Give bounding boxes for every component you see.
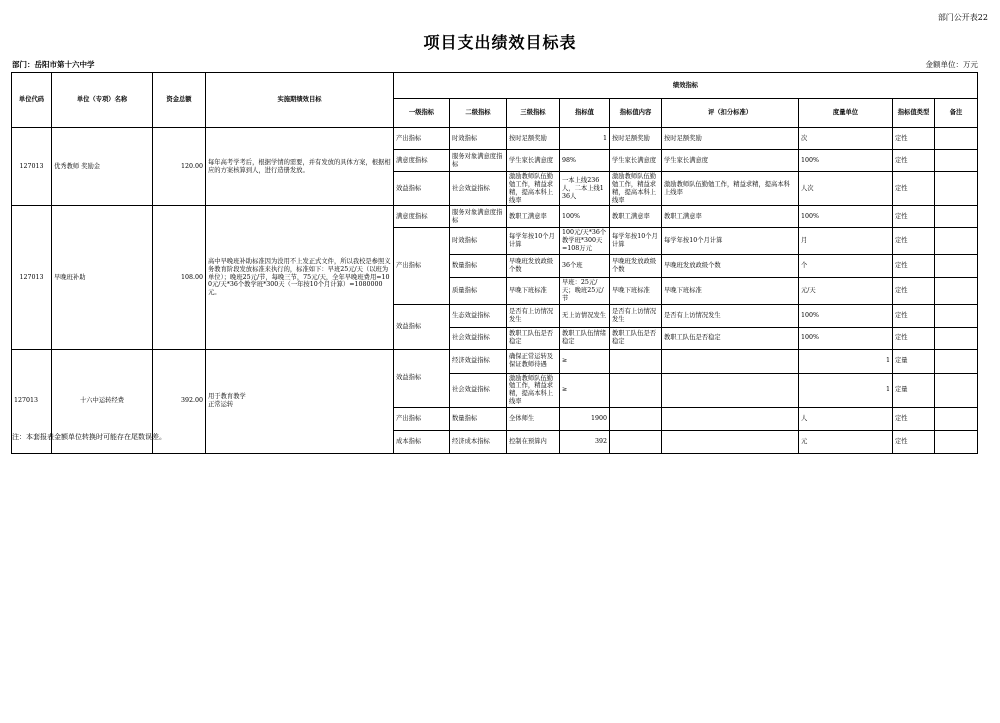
value-type-cell: 定性 <box>893 206 935 228</box>
header-value: 指标值 <box>560 99 610 128</box>
value-content-cell <box>610 431 662 454</box>
criteria-cell: 教职工满意率 <box>662 206 799 228</box>
value-content-cell: 激励教师队伍勤勉工作，精益求精，提高本科上线率 <box>610 172 662 206</box>
value-cell: 392 <box>560 431 610 454</box>
header-unit-code: 单位代码 <box>12 73 52 128</box>
value-type-cell: 定性 <box>893 172 935 206</box>
header-measure-unit: 度量单位 <box>799 99 893 128</box>
project-name-cell: 十六中运转经费 <box>52 349 153 453</box>
value-content-cell <box>610 349 662 373</box>
level2-cell: 服务对象满意度指标 <box>450 150 507 172</box>
level2-cell: 时效指标 <box>450 128 507 150</box>
level3-cell: 早晚下班标准 <box>507 278 560 305</box>
criteria-cell: 学生家长满意度 <box>662 150 799 172</box>
value-cell: 100% <box>560 206 610 228</box>
value-content-cell: 按时足额奖励 <box>610 128 662 150</box>
value-type-cell: 定性 <box>893 304 935 327</box>
criteria-cell: 激励教师队伍勤勉工作，精益求精，提高本科上线率 <box>662 172 799 206</box>
level2-cell: 质量指标 <box>450 278 507 305</box>
value-cell: 98% <box>560 150 610 172</box>
level1-cell: 效益指标 <box>394 304 450 349</box>
measure-unit-cell: 100% <box>799 327 893 349</box>
level2-cell: 数量指标 <box>450 408 507 431</box>
value-type-cell: 定量 <box>893 373 935 407</box>
remark-cell <box>935 278 978 305</box>
measure-unit-cell: 100% <box>799 150 893 172</box>
remark-cell <box>935 431 978 454</box>
level3-cell: 早晚班发放政级个数 <box>507 255 560 278</box>
remark-cell <box>935 128 978 150</box>
value-content-cell: 早晚下班标准 <box>610 278 662 305</box>
measure-unit-cell: 元 <box>799 431 893 454</box>
level2-cell: 服务对象满意度指标 <box>450 206 507 228</box>
value-type-cell: 定性 <box>893 408 935 431</box>
measure-unit-cell: 元/天 <box>799 278 893 305</box>
department-label: 部门：岳阳市第十六中学 <box>12 60 95 69</box>
value-type-cell: 定性 <box>893 327 935 349</box>
level1-cell: 产出指标 <box>394 228 450 304</box>
remark-cell <box>935 327 978 349</box>
level2-cell: 时效指标 <box>450 228 507 255</box>
page-title: 项目支出绩效目标表 <box>423 33 577 52</box>
value-type-cell: 定量 <box>893 349 935 373</box>
goal-cell: 用于教育教学 正常运转 <box>206 349 394 453</box>
level3-cell: 按时足额奖励 <box>507 128 560 150</box>
remark-cell <box>935 228 978 255</box>
value-cell: 一本上线236人，二本上线136人 <box>560 172 610 206</box>
value-content-cell: 每学年按10个月计算 <box>610 228 662 255</box>
value-cell: 1900 <box>560 408 610 431</box>
value-type-cell: 定性 <box>893 278 935 305</box>
header-project-name: 单位（专项）名称 <box>52 73 153 128</box>
table-row <box>12 128 978 150</box>
criteria-cell <box>662 408 799 431</box>
value-cell: ≥ <box>560 373 610 407</box>
level2-cell: 经济效益指标 <box>450 349 507 373</box>
header-performance-indicators: 绩效指标 <box>394 73 978 99</box>
document-code: 部门公开表22 <box>937 13 988 22</box>
value-type-cell: 定性 <box>893 255 935 278</box>
criteria-cell: 早晚下班标准 <box>662 278 799 305</box>
remark-cell <box>935 304 978 327</box>
criteria-cell: 每学年按10个月计算 <box>662 228 799 255</box>
header-level1: 一级指标 <box>394 99 450 128</box>
level2-cell: 经济成本指标 <box>450 431 507 454</box>
level3-cell: 是否有上访情况发生 <box>507 304 560 327</box>
value-cell: 教职工队伍情绪稳定 <box>560 327 610 349</box>
header-goal: 实施期绩效目标 <box>206 73 394 128</box>
measure-unit-cell: 月 <box>799 228 893 255</box>
level3-cell: 确保正常运转及保证教师待遇 <box>507 349 560 373</box>
footnote: 注：本套报表金额单位转换时可能存在尾数误差。 <box>12 433 166 441</box>
value-content-cell: 是否有上访情况发生 <box>610 304 662 327</box>
value-content-cell: 教职工队伍是否稳定 <box>610 327 662 349</box>
unit-code-cell: 127013 <box>12 206 52 349</box>
criteria-cell <box>662 349 799 373</box>
level2-cell: 数量指标 <box>450 255 507 278</box>
level2-cell: 社会效益指标 <box>450 172 507 206</box>
value-cell: 无上访情况发生 <box>560 304 610 327</box>
measure-unit-cell: 1 <box>799 373 893 407</box>
value-type-cell: 定性 <box>893 128 935 150</box>
amount-cell: 120.00 <box>153 128 206 206</box>
level3-cell: 激励教师队伍勤勉工作，精益求精，提高本科上线率 <box>507 172 560 206</box>
header-value-content: 指标值内容 <box>610 99 662 128</box>
value-content-cell <box>610 373 662 407</box>
unit-code-cell: 127013 <box>12 349 52 453</box>
level1-cell: 产出指标 <box>394 128 450 150</box>
amount-unit-label: 金额单位：万元 <box>925 60 978 69</box>
header-criteria: 评（扣分标准） <box>662 99 799 128</box>
level3-cell: 教职工队伍是否稳定 <box>507 327 560 349</box>
value-type-cell: 定性 <box>893 228 935 255</box>
remark-cell <box>935 172 978 206</box>
level1-cell: 效益指标 <box>394 349 450 407</box>
remark-cell <box>935 408 978 431</box>
value-content-cell: 学生家长满意度 <box>610 150 662 172</box>
value-content-cell: 教职工满意率 <box>610 206 662 228</box>
value-type-cell: 定性 <box>893 431 935 454</box>
unit-code-cell: 127013 <box>12 128 52 206</box>
level1-cell: 满意度指标 <box>394 150 450 172</box>
amount-cell: 108.00 <box>153 206 206 349</box>
measure-unit-cell: 100% <box>799 206 893 228</box>
level3-cell: 教职工满意率 <box>507 206 560 228</box>
value-cell: 早班：25元/天；晚班25元/节 <box>560 278 610 305</box>
level2-cell: 社会效益指标 <box>450 373 507 407</box>
level3-cell: 激励教师队伍勤勉工作，精益求精，提高本科上线率 <box>507 373 560 407</box>
measure-unit-cell: 1 <box>799 349 893 373</box>
performance-goal-table <box>11 72 978 454</box>
value-content-cell <box>610 408 662 431</box>
value-content-cell: 早晚班发放政级个数 <box>610 255 662 278</box>
criteria-cell <box>662 373 799 407</box>
header-value-type: 指标值类型 <box>893 99 935 128</box>
criteria-cell: 是否有上访情况发生 <box>662 304 799 327</box>
table-row <box>12 206 978 228</box>
header-level2: 二级指标 <box>450 99 507 128</box>
table-row <box>12 349 978 373</box>
header-total-funds: 资金总额 <box>153 73 206 128</box>
remark-cell <box>935 373 978 407</box>
remark-cell <box>935 150 978 172</box>
project-name-cell: 早晚班补助 <box>52 206 153 349</box>
level1-cell: 效益指标 <box>394 172 450 206</box>
measure-unit-cell: 100% <box>799 304 893 327</box>
value-cell: ≥ <box>560 349 610 373</box>
criteria-cell: 早晚班发放政级个数 <box>662 255 799 278</box>
measure-unit-cell: 个 <box>799 255 893 278</box>
project-name-cell: 优秀教师 奖励金 <box>52 128 153 206</box>
header-level3: 三级指标 <box>507 99 560 128</box>
criteria-cell: 教职工队伍是否稳定 <box>662 327 799 349</box>
measure-unit-cell: 人 <box>799 408 893 431</box>
level3-cell: 控制在预算内 <box>507 431 560 454</box>
value-cell: 36个班 <box>560 255 610 278</box>
remark-cell <box>935 349 978 373</box>
level1-cell: 满意度指标 <box>394 206 450 228</box>
level2-cell: 社会效益指标 <box>450 327 507 349</box>
criteria-cell: 按时足额奖励 <box>662 128 799 150</box>
level1-cell: 成本指标 <box>394 431 450 454</box>
remark-cell <box>935 206 978 228</box>
value-type-cell: 定性 <box>893 150 935 172</box>
level3-cell: 全体师生 <box>507 408 560 431</box>
value-cell: 1 <box>560 128 610 150</box>
goal-cell: 每年高考学考后，根据学情的需要，并有发放的具体方案，根据相应的方案核算到人，进行造册发放。 <box>206 128 394 206</box>
level2-cell: 生态效益指标 <box>450 304 507 327</box>
level1-cell: 产出指标 <box>394 408 450 431</box>
level3-cell: 每学年按10个月计算 <box>507 228 560 255</box>
measure-unit-cell: 人次 <box>799 172 893 206</box>
criteria-cell <box>662 431 799 454</box>
amount-cell: 392.00 <box>153 349 206 453</box>
remark-cell <box>935 255 978 278</box>
measure-unit-cell: 次 <box>799 128 893 150</box>
goal-cell: 高中早晚班补助标准因为没用不上发正式文件，所以我校是参照义务教育阶段发放标准来执行的，标准如下：早班25元/天（以班为单位）；晚班25元/节，每晚三节，75元/天，全年早晚班费用=100元/天*36个教学班*300天（一年按10个月计算）=1080000元。 <box>206 206 394 349</box>
header-remark: 备注 <box>935 99 978 128</box>
value-cell: 100元/天*36个教学班*300天=108万元 <box>560 228 610 255</box>
level3-cell: 学生家长满意度 <box>507 150 560 172</box>
